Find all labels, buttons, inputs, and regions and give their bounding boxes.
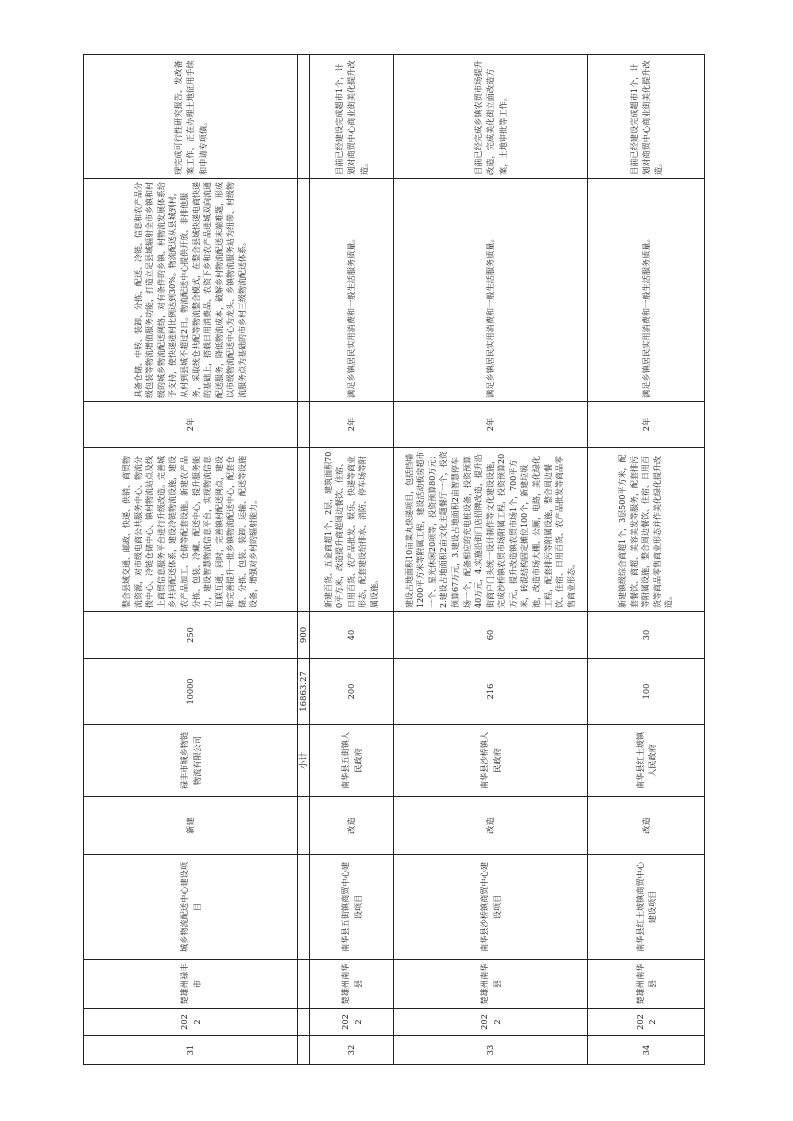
table-row-34: [588, 55, 705, 1065]
row-no: 33: [394, 1036, 588, 1065]
row-no: 32: [310, 1036, 394, 1065]
row-project-name: 南华县红土坡镇商贸中心建设项目: [588, 855, 705, 960]
row-period: 2年: [588, 402, 705, 448]
row-owner: 南华县红土坡镇人民政府: [588, 725, 705, 797]
row-construction-type: 改造: [310, 797, 394, 855]
row-construction-type: 改造: [588, 797, 705, 855]
row-construction-type: 改造: [394, 797, 588, 855]
row-no: 31: [84, 1036, 298, 1065]
row-content: 新建镇级综合商超1个，3层500平方米，配套餐饮、商超、美容美发等服务，配套排污等附属设施，整合周边餐饮、住宿、日用百货等商品零售商业形态并作美化绿化提升改造。: [588, 448, 705, 612]
row-annual-plan: 250: [84, 612, 298, 659]
row-total-investment: 200: [310, 659, 394, 725]
row-total-investment: 10000: [84, 659, 298, 725]
row-year: 2022: [84, 1009, 298, 1036]
row-project-name: 南华县沙桥镇商贸中心建设项目: [394, 855, 588, 960]
row-content: 建设占地面积10亩菜丸快递项目，包括挡墙1200平方米等附属工程，建设活动板房超市一个、星光休闲20项等，投资预算80万元；2.建设占地面积2亩文化主题餐厅一个，投资预算67万元，3.建设占地面积2亩智慧停车场一个，配备相应的充电桩设备，投资预算40万元，4.实施沿街门店招牌改造，提升沿街商户门头统一设计制作等文化建设设施，完成沙桥镇农贸市场附属工程，投资预算20万元，提升改造镇农贸市场1个，700平方米，砖混结构固定摊位100个，新建垃圾池，改造市场大棚、公厕，电路，美化绿化工程，配套排污等附属设施，整合周边餐饮、住宿、日用百货、农产品批发等商品零售商业形态。: [394, 448, 588, 612]
subtotal-label: 小计: [298, 725, 310, 797]
row-year: 2022: [588, 1009, 705, 1036]
row-construction-type: 新建: [84, 797, 298, 855]
row-total-investment: 216: [394, 659, 588, 725]
project-table: [83, 54, 705, 1065]
row-period: 2年: [310, 402, 394, 448]
row-location: 楚雄州禄丰市: [84, 960, 298, 1009]
row-location: 楚雄州南华县: [588, 960, 705, 1009]
row-period: 2年: [84, 402, 298, 448]
row-owner: 南华县五街镇人民政府: [310, 725, 394, 797]
row-progress: 现完成可行性研究报告、发改备案工作，正在办理土地征用手续和申请专项债。: [84, 55, 298, 179]
row-location: 楚雄州南华县: [310, 960, 394, 1009]
table-row-33: [394, 55, 588, 1065]
row-annual-plan: 30: [588, 612, 705, 659]
row-benefit: 具备仓储、中转、装卸、分拣、配送、冷链、信息和农产品分级包装等物流增值服务功能，打造立足县域辐射全市乡镇和村级的城乡物流配送网络，对有条件的乡镇、村物流发展体系给予支持，使快递进村比例达到30%。物流配送从县城到村，从村到县城不超过2日。物流配送中心提供开放、非排他服务，采取统仓共配等物流整合模式，在整合县域快递电商快递的基础上，搭载日用消费品、农资下乡和农产品进城双向流通配送服务，降低物流成本，破解乡村物流配送末端难题，形成以市级物流配送中心为龙头、乡镇物流服务站为纽带、村级物流服务点为基础的市乡村三级物流配送体系。: [84, 179, 298, 402]
row-progress: 目前已经建设完成超市1个，计划对商贸中心商业街美化提升改造。: [588, 55, 705, 179]
row-owner: 禄丰市城乡物链物流有限公司: [84, 725, 298, 797]
row-total-investment: 100: [588, 659, 705, 725]
subtotal-annual-plan: 900: [298, 612, 310, 659]
subtotal-row: [298, 55, 310, 1065]
row-content: 整合县域交通、邮政、快递、供销、商贸物流资源，对市级电商公共服务中心、物流分拨中心、冷链仓储中心、镇村物流站点及线上商贸信息服务平台进行升级改造。完善城乡共同配送体系，建设冷链物流设施，建设农产品加工、仓储等配套设施。新建农产品分拣、包装、冷藏、配送中心，提升服务能力，建设智慧物流信息平台，实现物流信息互联互通，同时，完善镇村配送网点，建设和完善提升一批乡镇物流配送中心，配套仓储、分拣、包装、装卸、运输、配送等设施设备，增强对乡村的辐射能力。: [84, 448, 298, 612]
row-owner: 南华县沙桥镇人民政府: [394, 725, 588, 797]
row-year: 2022: [310, 1009, 394, 1036]
row-annual-plan: 60: [394, 612, 588, 659]
row-benefit: 满足乡镇居民实用消费和一般生活服务质量。: [310, 179, 394, 402]
row-benefit: 满足乡镇居民实用消费和一般生活服务质量。: [394, 179, 588, 402]
subtotal-total-investment: 16863.27: [298, 659, 310, 725]
row-period: 2年: [394, 402, 588, 448]
row-project-name: 城乡物流配送中心建设项目: [84, 855, 298, 960]
row-project-name: 南华县五街镇商贸中心建设项目: [310, 855, 394, 960]
row-annual-plan: 40: [310, 612, 394, 659]
table-row-31: [84, 55, 298, 1065]
row-location: 楚雄州南华县: [394, 960, 588, 1009]
row-progress: 目前已经建设完成超市1个，计划对商贸中心商业街美化提升改造。: [310, 55, 394, 179]
row-benefit: 满足乡镇居民实用消费和一般生活服务质量。: [588, 179, 705, 402]
row-content: 新建百货、五金商超1个，2层，建筑面积700平方米，改造提升商超周边餐饮、住宿、日用百货、农产品批发、娱乐、快递等商业形态，配套建设给排水、消防、停车场等附属设施。: [310, 448, 394, 612]
row-year: 2022: [394, 1009, 588, 1036]
table-row-32: [310, 55, 394, 1065]
row-no: 34: [588, 1036, 705, 1065]
row-progress: 目前已经完成乡镇农贸市场提升改造，完成美化街立面改造方案，土地审批等工作。: [394, 55, 588, 179]
